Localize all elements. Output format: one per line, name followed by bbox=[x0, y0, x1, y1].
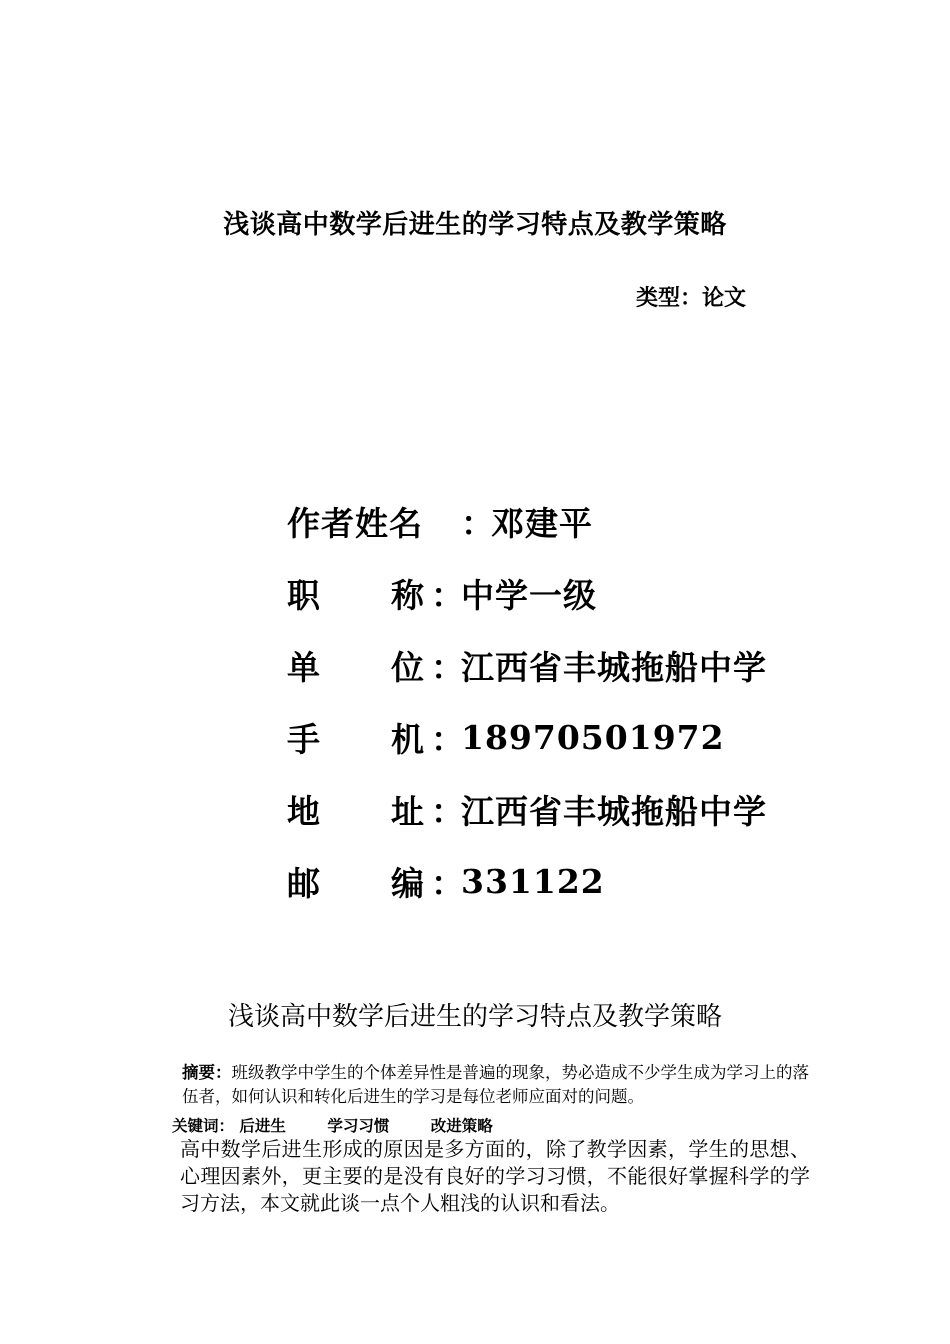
info-value: 江西省丰城拖船中学 bbox=[461, 647, 767, 687]
info-label-first-char: 职 bbox=[287, 575, 320, 615]
info-label-first-char: 地 bbox=[287, 791, 320, 831]
info-value: 江西省丰城拖船中学 bbox=[461, 791, 767, 831]
info-row-title bbox=[287, 557, 767, 629]
document-type: 类型：论文 bbox=[636, 286, 747, 311]
info-colon: ： bbox=[431, 863, 464, 903]
info-label-second-char: 址 bbox=[391, 791, 424, 831]
keyword: 后进生 bbox=[239, 1116, 286, 1135]
abstract-label: 摘要： bbox=[182, 1063, 232, 1082]
info-label-second-char: 称 bbox=[391, 575, 424, 615]
info-label-first-char: 单 bbox=[287, 647, 320, 687]
info-label-second-char: 位 bbox=[391, 647, 424, 687]
author-info-block bbox=[287, 485, 767, 917]
info-colon: ： bbox=[431, 719, 464, 759]
info-row-author bbox=[287, 485, 767, 557]
info-label: 作者姓名 bbox=[287, 503, 423, 543]
document-title: 浅谈高中数学后进生的学习特点及教学策略 bbox=[223, 210, 727, 240]
info-row-address bbox=[287, 773, 767, 845]
keywords-label: 关键词： bbox=[172, 1116, 235, 1135]
info-label-second-char: 编 bbox=[391, 863, 424, 903]
info-colon: ： bbox=[431, 791, 464, 831]
info-value: 331122 bbox=[461, 861, 605, 901]
info-value: 中学一级 bbox=[461, 575, 597, 615]
info-value: 18970501972 bbox=[461, 717, 725, 757]
info-row-unit bbox=[287, 629, 767, 701]
abstract-text: 班级教学中学生的个体差异性是普遍的现象，势必造成不少学生成为学习上的落伍者，如何认识和转化后进生的学习是每位老师应面对的问题。 bbox=[182, 1063, 809, 1106]
abstract bbox=[146, 1061, 810, 1109]
keyword: 改进策略 bbox=[430, 1116, 493, 1135]
info-row-postcode bbox=[287, 845, 767, 917]
keyword: 学习习惯 bbox=[327, 1116, 390, 1135]
info-value: 邓建平 bbox=[491, 503, 593, 543]
info-colon: ： bbox=[431, 647, 464, 687]
info-colon: ： bbox=[461, 503, 494, 543]
info-colon: ： bbox=[431, 575, 464, 615]
info-label-first-char: 手 bbox=[287, 719, 320, 759]
info-label-second-char: 机 bbox=[391, 719, 424, 759]
info-label-first-char: 邮 bbox=[287, 863, 320, 903]
body-paragraph bbox=[146, 1136, 810, 1217]
article-title: 浅谈高中数学后进生的学习特点及教学策略 bbox=[227, 1002, 722, 1032]
body-paragraph-text: 高中数学后进生形成的原因是多方面的，除了教学因素，学生的思想、心理因素外，更主要的是没有良好的学习习惯，不能很好掌握科学的学习方法，本文就此谈一点个人粗浅的认识和看法。 bbox=[180, 1137, 810, 1215]
keywords bbox=[172, 1114, 529, 1136]
info-row-phone bbox=[287, 701, 767, 773]
